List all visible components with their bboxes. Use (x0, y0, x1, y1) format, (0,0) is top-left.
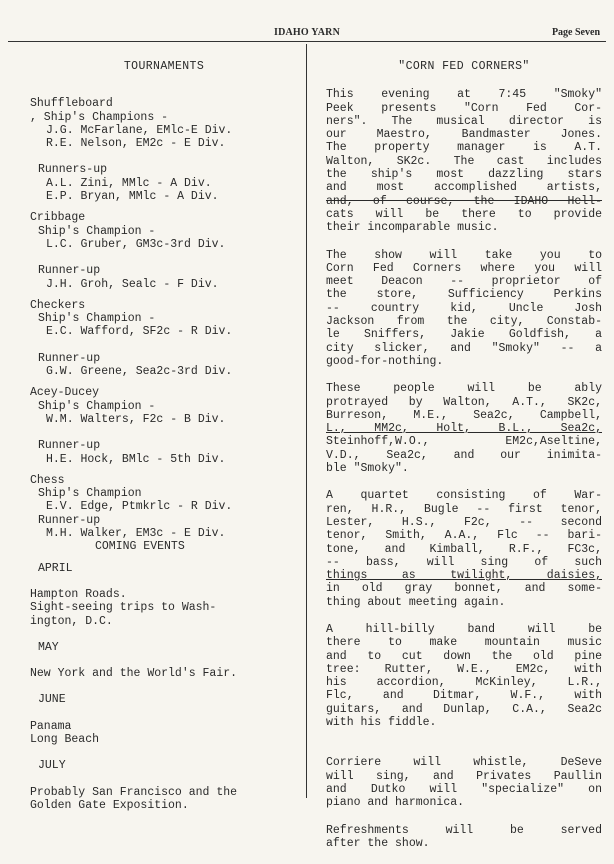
shuffleboard-champion: R.E. Nelson, EM2c - E Div. (46, 137, 226, 151)
text-line: there to make mountain music (326, 636, 602, 650)
event-line: Hampton Roads. (30, 587, 127, 601)
text-line: ble "Smoky". (326, 462, 409, 476)
text-line: good-for-nothing. (326, 354, 444, 368)
event-month: MAY (38, 640, 59, 654)
text-line: Walton, SK2c. The cast includes (326, 154, 602, 168)
text-line: -- country kid, Uncle Josh (326, 301, 602, 315)
text-line: A quartet consisting of War- (326, 489, 602, 503)
text-line: his accordion, McKinley, L.R., (326, 676, 602, 690)
text-line: The property manager is A.T. (326, 141, 602, 155)
text-line: piano and harmonica. (326, 796, 465, 810)
chess-label: Chess (30, 473, 65, 487)
article-paragraph (326, 489, 602, 609)
text-line: will sing, and Privates Paullin (326, 769, 602, 783)
shuffleboard-runnersup-label: Runners-up (38, 163, 108, 177)
checkers-runnerup: G.W. Greene, Sea2c-3rd Div. (46, 365, 233, 379)
article-paragraph (326, 824, 602, 851)
corn-fed-corners-heading: "CORN FED CORNERS" (398, 60, 530, 73)
text-line: ren, H.R., Bugle -- first tenor, (326, 502, 602, 516)
article-paragraph (326, 623, 602, 729)
acey-ducey-champion: W.M. Walters, F2c - B Div. (46, 412, 226, 426)
checkers-section (30, 299, 298, 378)
text-line: cats will be there to provide (326, 207, 602, 221)
cribbage-runnerup: J.H. Groh, Sealc - F Div. (46, 277, 219, 291)
page-header (0, 0, 614, 40)
shuffleboard-champion: J.G. McFarlane, EMlc-E Div. (46, 123, 233, 137)
cribbage-runnerup-label: Runner-up (38, 264, 101, 278)
text-line: ners". The musical director is (326, 114, 602, 128)
acey-ducey-section (30, 386, 298, 465)
text-line: in old gray bonnet, and some- (326, 582, 602, 596)
checkers-label: Checkers (30, 298, 86, 312)
text-line: tone, and Kimball, R.F., FC3c, (326, 542, 602, 556)
tournaments-heading: TOURNAMENTS (123, 60, 205, 73)
text-line: our Maestro, Bandmaster Jones. (326, 128, 602, 142)
text-line: tenor, Smith, A.A., Flc -- bari- (326, 529, 602, 543)
event-line: Panama (30, 719, 72, 733)
acey-ducey-runnerup: H.E. Hock, BMlc - 5th Div. (46, 452, 226, 466)
event-line: ington, D.C. (30, 614, 113, 628)
checkers-champion: E.C. Wafford, SF2c - R Div. (46, 325, 233, 339)
cribbage-label: Cribbage (30, 211, 86, 225)
events-june (30, 693, 298, 746)
coming-events-heading: COMING EVENTS (95, 540, 185, 554)
shuffleboard-champions-label: , Ship's Champions - (30, 110, 169, 124)
cribbage-champion-label: Ship's Champion - (38, 224, 156, 238)
text-line: A hill-billy band will be (326, 622, 602, 636)
page-number: Page Seven (551, 27, 600, 38)
text-line: Lester, H.S., F2c, -- second (326, 515, 602, 529)
event-month: APRIL (38, 561, 73, 575)
event-month: JULY (38, 759, 66, 773)
article-paragraph (326, 249, 602, 369)
struck-text-line: and, of course, the IDAHO Hell- (326, 194, 602, 208)
text-line: with his fiddle. (326, 716, 437, 730)
checkers-runnerup-label: Runner-up (38, 351, 101, 365)
acey-ducey-champion-label: Ship's Champion - (38, 399, 156, 413)
text-line: their incomparable music. (326, 221, 499, 235)
text-line: Jackson from the city, Constab- (326, 315, 602, 329)
text-line: after the show. (326, 836, 430, 850)
underlined-text-line: L., MM2c, Holt, B.L., Sea2c, (326, 422, 602, 436)
text-line: Steinhoff,W.O., EM2c,Aseltine, (326, 435, 602, 449)
text-line: meet Deacon -- proprietor of (326, 275, 602, 289)
text-line: Peek presents "Corn Fed Cor- (326, 101, 602, 115)
text-line: and to cut down the old pine (326, 649, 602, 663)
text-line: Burreson, M.E., Sea2c, Campbell, (326, 408, 602, 422)
cribbage-champion: L.C. Gruber, GM3c-3rd Div. (46, 237, 226, 251)
event-line: Probably San Francisco and the (30, 785, 238, 799)
shuffleboard-label: Shuffleboard (30, 97, 113, 111)
event-line: Long Beach (30, 732, 100, 746)
text-line: the ship's most dazzling stars (326, 168, 602, 182)
event-month: JUNE (38, 693, 66, 707)
text-line: This evening at 7:45 "Smoky" (326, 88, 602, 102)
chess-runnerup: M.H. Walker, EM3c - E Div. (46, 527, 226, 541)
right-column (326, 60, 602, 864)
text-line: V.D., Sea2c, and our inimita- (326, 448, 602, 462)
text-line: and most accomplished artists, (326, 181, 602, 195)
events-july (30, 759, 298, 812)
event-line: New York and the World's Fair. (30, 667, 238, 681)
events-may (30, 641, 298, 681)
text-line: Corn Fed Corners where you will (326, 261, 602, 275)
events-april (30, 562, 298, 628)
text-line: guitars, and Dunlap, C.A., Sea2c (326, 702, 602, 716)
event-line: Golden Gate Exposition. (30, 798, 189, 812)
cribbage-section (30, 211, 298, 290)
chess-runnerup-label: Runner-up (38, 513, 101, 527)
newsletter-title: IDAHO YARN (274, 27, 340, 38)
article-paragraph (326, 382, 602, 475)
column-divider (306, 44, 307, 798)
text-line: tree: Rutter, W.E., EM2c, with (326, 662, 602, 676)
text-line: These people will be ably (326, 382, 602, 396)
event-line: Sight-seeing trips to Wash- (30, 601, 217, 615)
acey-ducey-label: Acey-Ducey (30, 386, 100, 400)
chess-section (30, 474, 298, 540)
text-line: Flc, and Ditmar, W.F., with (326, 689, 602, 703)
text-line: city slicker, and "Smoky" -- a (326, 341, 602, 355)
acey-ducey-runnerup-label: Runner-up (38, 439, 101, 453)
chess-champion: E.V. Edge, Ptmkrlc - R Div. (46, 500, 233, 514)
text-line: thing about meeting again. (326, 595, 506, 609)
left-column (30, 60, 298, 812)
article-paragraph (326, 88, 602, 234)
text-line: protrayed by Walton, A.T., SK2c, (326, 395, 602, 409)
article-paragraph (326, 756, 602, 809)
shuffleboard-runnerup: E.P. Bryan, MMlc - A Div. (46, 190, 219, 204)
text-line: le Sniffers, Jakie Goldfish, a (326, 328, 602, 342)
text-line: the store, Sufficiency Perkins (326, 288, 602, 302)
chess-champion-label: Ship's Champion (38, 487, 142, 501)
text-line: and Dutko will "specialize" on (326, 782, 602, 796)
shuffleboard-section (30, 97, 298, 203)
text-line: Refreshments will be served (326, 823, 602, 837)
checkers-champion-label: Ship's Champion - (38, 312, 156, 326)
text-line: The show will take you to (326, 248, 602, 262)
header-rule (8, 41, 606, 42)
underlined-text-line: things as twilight, daisies, (326, 569, 602, 583)
text-line: Corriere will whistle, DeSeve (326, 756, 602, 770)
text-line: -- bass, will sing of such (326, 555, 602, 569)
shuffleboard-runnerup: A.L. Zini, MMlc - A Div. (46, 176, 212, 190)
